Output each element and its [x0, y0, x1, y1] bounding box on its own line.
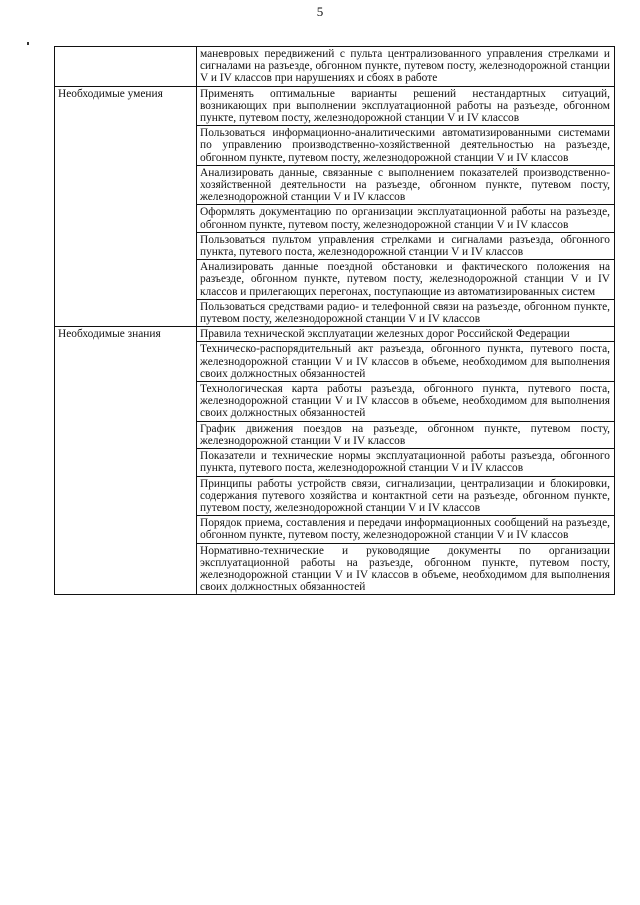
- knowledge-label: Необходимые знания: [55, 327, 197, 595]
- skill-item: Применять оптимальные варианты решений нестандартных ситуаций, возникающих при выполнении эксплуатационной работы на разъезде, обгонном пункте, путевом посту, железнодорожной станции V и IV классов: [197, 86, 615, 126]
- category-cell-empty: [55, 47, 197, 87]
- knowledge-item: Показатели и технические нормы эксплуатационной работы разъезда, обгонного пункта, путевого поста, железнодорожной станции V и IV классов: [197, 449, 615, 476]
- knowledge-item: Порядок приема, составления и передачи информационных сообщений на разъезде, обгонном пункте, путевом посту, железнодорожной станции V и IV классов: [197, 516, 615, 543]
- table-row: [55, 327, 615, 342]
- knowledge-item: Принципы работы устройств связи, сигнализации, централизации и блокировки, содержания путевого хозяйства и контактной сети на разъезде, обгонном пункте, путевом посту, железнодорожной станции V и IV классов: [197, 476, 615, 516]
- scan-mark: [27, 42, 29, 45]
- continuation-cell: маневровых передвижений с пульта централизованного управления стрелками и сигналами на разъезде, обгонном пункте, путевом посту, железнодорожной станции V и IV классов при нарушениях и сбоях в работе: [197, 47, 615, 87]
- skill-item: Оформлять документацию по организации эксплуатационной работы на разъезде, обгонном пункте, путевом посту, железнодорожной станции V и IV классов: [197, 205, 615, 232]
- table-row: [55, 47, 615, 87]
- requirements-table: [54, 46, 615, 595]
- skill-item: Пользоваться пультом управления стрелками и сигналами разъезда, обгонного пункта, путевого поста, железнодорожной станции V и IV классов: [197, 232, 615, 259]
- skill-item: Пользоваться информационно-аналитическими автоматизированными системами по управлению производственно-хозяйственной деятельностью на разъезде, обгонном пункте, путевом посту, железнодорожной станции V и IV классов: [197, 126, 615, 166]
- table-row: [55, 86, 615, 126]
- skill-item: Анализировать данные поездной обстановки и фактического положения на разъезде, обгонном пункте, путевом посту, железнодорожной станции V и IV классов и прилегающих перегонах, поступающие из автоматизированных систем: [197, 260, 615, 300]
- knowledge-item: Правила технической эксплуатации железных дорог Российской Федерации: [197, 327, 615, 342]
- page-number: 5: [316, 4, 324, 19]
- skill-item: Пользоваться средствами радио- и телефонной связи на разъезде, обгонном пункте, путевом посту, железнодорожной станции V и IV классов: [197, 299, 615, 326]
- knowledge-item: График движения поездов на разъезде, обгонном пункте, путевом посту, железнодорожной станции V и IV классов: [197, 421, 615, 448]
- skill-item: Анализировать данные, связанные с выполнением показателей производственно-хозяйственной деятельности на разъезде, обгонном пункте, путевом посту, железнодорожной станции V и IV классов: [197, 165, 615, 205]
- knowledge-item: Технологическая карта работы разъезда, обгонного пункта, путевого поста, железнодорожной станции V и IV классов в объеме, необходимом для выполнения своих должностных обязанностей: [197, 382, 615, 422]
- knowledge-item: Нормативно-технические и руководящие документы по организации эксплуатационной работы на разъезде, обгонном пункте, путевом посту, железнодорожной станции V и IV классов в объеме, необходимом для выполнения своих должностных обязанностей: [197, 543, 615, 595]
- skills-label: Необходимые умения: [55, 86, 197, 327]
- knowledge-item: Техническо-распорядительный акт разъезда, обгонного пункта, путевого поста, железнодорожной станции V и IV классов в объеме, необходимом для выполнения своих должностных обязанностей: [197, 342, 615, 382]
